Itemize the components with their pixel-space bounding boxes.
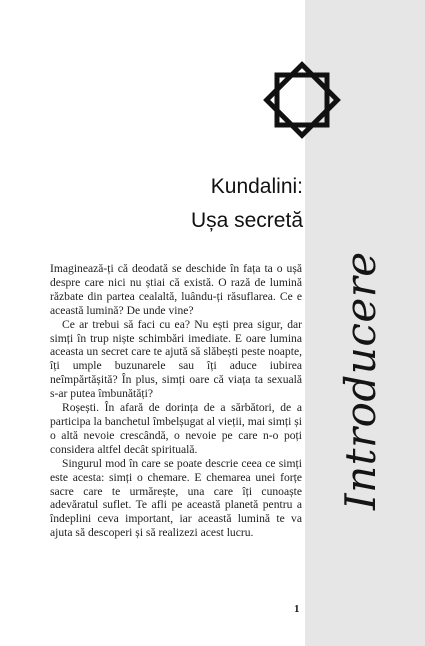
paragraph-4: Singurul mod în care se poate descrie ceea ce simți este acesta: simți o chemare. E chemarea unei forțe sacre care te urmărește, una care îți cunoaște adevăratul suflet. Te afli pe această planetă pentru a îndeplini ceva important, iar această lumină te va ajuta să descoperi și să realizezi acest lucru. [50, 456, 302, 540]
chapter-title-line-1: Kundalini: [210, 175, 303, 198]
octagram-star-icon [260, 58, 344, 142]
page-number: 1 [294, 603, 300, 615]
chapter-title [191, 170, 303, 238]
chapter-title-line-2: Ușa secretă [190, 209, 303, 232]
paragraph-1: Imaginează-ți că deodată se deschide în fața ta o ușă despre care nici nu știai că există. O rază de lumină răzbate din partea cealaltă, luându-ți răsuflarea. Ce e această lumină? De unde vine? [50, 262, 302, 317]
side-section-title: Introducere [336, 251, 385, 510]
paragraph-3: Roșești. În afară de dorința de a sărbători, de a participa la banchetul îmbelșugat al vieții, mai simți și o altă nevoie crescândă, o nevoie pe care n-o poți considera altfel decât spirituală. [50, 401, 302, 456]
paragraph-2: Ce ar trebui să faci cu ea? Nu ești prea sigur, dar simți în trup niște schimbări imediate. E oare lumina aceasta un secret care te ajută să slăbești peste noapte, îți umple buzunarele sau îți aduce iubirea neîmpărtășită? În plus, simți oare că viața ta sexuală s-ar putea îmbunătăți? [50, 317, 302, 401]
body-text [50, 262, 302, 540]
